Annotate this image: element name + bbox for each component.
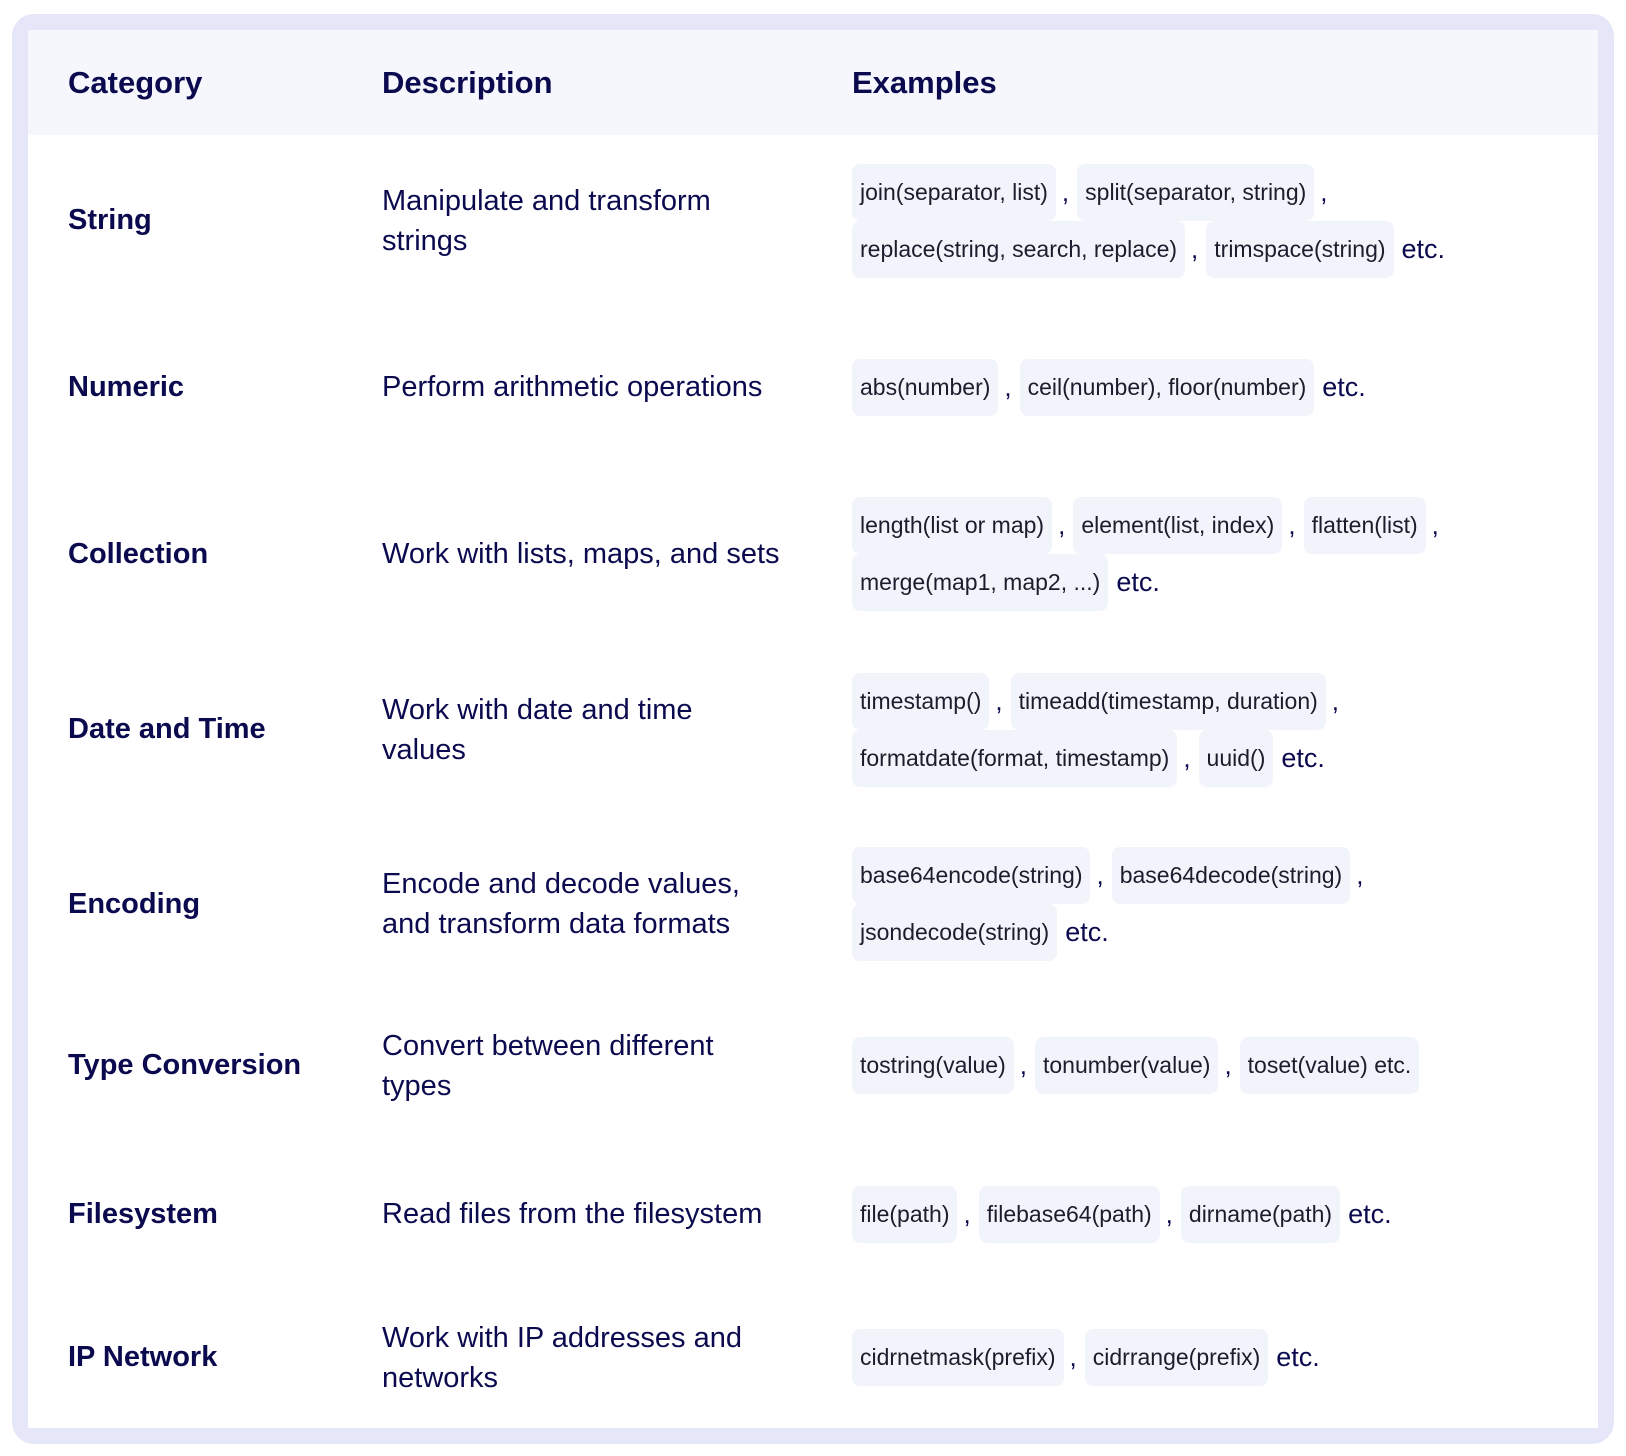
code-chip: base64encode(string) <box>852 847 1090 904</box>
examples-cell <box>852 1329 1542 1386</box>
etc-label: etc. <box>1276 1342 1320 1372</box>
table-row <box>28 135 1598 306</box>
examples-cell <box>852 1186 1542 1243</box>
examples-cell <box>852 847 1542 961</box>
table-row <box>28 1142 1598 1286</box>
example-item <box>979 1186 1181 1243</box>
etc-label: etc. <box>1348 1198 1392 1229</box>
comma-separator: , <box>1069 1342 1077 1372</box>
comma-separator: , <box>1058 510 1066 540</box>
comma-separator: , <box>1191 233 1199 264</box>
functions-table <box>28 30 1598 1428</box>
code-chip: toset(value) etc. <box>1240 1037 1420 1094</box>
examples-cell <box>852 1037 1542 1094</box>
table-row <box>28 640 1598 819</box>
comma-separator: , <box>1004 371 1012 402</box>
code-chip: cidrnetmask(prefix) <box>852 1329 1064 1386</box>
description-cell: Encode and decode values, and transform data formats <box>382 868 740 940</box>
category-cell: Date and Time <box>68 713 266 745</box>
description-cell: Convert between different types <box>382 1029 714 1102</box>
examples-cell <box>852 359 1542 416</box>
example-item <box>1035 1037 1240 1094</box>
description-cell: Work with lists, maps, and sets <box>382 538 780 570</box>
example-item <box>852 1329 1085 1386</box>
code-chip: tonumber(value) <box>1035 1037 1218 1094</box>
example-item <box>852 1037 1035 1094</box>
header-examples: Examples <box>852 64 997 100</box>
examples-cell <box>852 497 1542 611</box>
code-chip: uuid() <box>1199 730 1274 787</box>
example-item <box>1020 359 1366 416</box>
comma-separator: , <box>1183 742 1191 773</box>
example-item <box>1240 1037 1420 1094</box>
code-chip: merge(map1, map2, ...) <box>852 554 1108 611</box>
example-item <box>852 554 1160 611</box>
description-cell: Manipulate and transform strings <box>382 184 711 257</box>
code-chip: jsondecode(string) <box>852 904 1057 961</box>
example-item <box>1085 1329 1320 1386</box>
comma-separator: , <box>1431 510 1439 540</box>
table-body <box>28 135 1598 1429</box>
code-chip: trimspace(string) <box>1206 221 1393 278</box>
example-item <box>852 497 1073 554</box>
comma-separator: , <box>1331 685 1339 716</box>
header-description: Description <box>382 64 553 100</box>
table-row <box>28 306 1598 468</box>
etc-label: etc. <box>1401 233 1446 264</box>
example-item <box>852 673 1011 730</box>
example-item <box>852 1186 979 1243</box>
description-cell: Work with date and time values <box>382 693 693 766</box>
example-item <box>1206 221 1445 278</box>
code-chip: flatten(list) <box>1304 497 1426 554</box>
example-item <box>1304 497 1447 554</box>
example-item <box>852 359 1020 416</box>
code-chip: replace(string, search, replace) <box>852 221 1185 278</box>
example-item <box>1073 497 1303 554</box>
example-item <box>852 847 1112 904</box>
example-item <box>852 221 1206 278</box>
description-cell: Work with IP addresses and networks <box>382 1321 742 1394</box>
code-chip: dirname(path) <box>1181 1186 1340 1243</box>
header-category: Category <box>68 64 203 100</box>
example-item <box>1181 1186 1392 1243</box>
code-chip: element(list, index) <box>1073 497 1282 554</box>
example-item <box>852 904 1109 961</box>
comma-separator: , <box>963 1198 971 1229</box>
comma-separator: , <box>1165 1198 1173 1229</box>
table-row <box>28 819 1598 989</box>
table-row <box>28 468 1598 640</box>
comma-separator: , <box>1224 1050 1232 1080</box>
code-chip: ceil(number), floor(number) <box>1020 359 1315 416</box>
category-cell: Numeric <box>68 370 185 403</box>
examples-cell <box>852 164 1542 278</box>
table-frame <box>12 14 1614 1444</box>
code-chip: abs(number) <box>852 359 998 416</box>
comma-separator: , <box>1061 176 1070 207</box>
code-chip: timeadd(timestamp, duration) <box>1011 673 1326 730</box>
category-cell: IP Network <box>68 1341 218 1373</box>
comma-separator: , <box>995 685 1003 716</box>
example-item <box>852 730 1199 787</box>
code-chip: tostring(value) <box>852 1037 1014 1094</box>
description-cell: Perform arithmetic operations <box>382 371 763 403</box>
example-item <box>852 164 1077 221</box>
code-chip: file(path) <box>852 1186 957 1243</box>
etc-label: etc. <box>1116 567 1160 597</box>
code-chip: base64decode(string) <box>1112 847 1350 904</box>
category-cell: Encoding <box>68 887 201 920</box>
table-row <box>28 989 1598 1142</box>
comma-separator: , <box>1096 860 1104 890</box>
code-chip: join(separator, list) <box>852 164 1056 221</box>
comma-separator: , <box>1288 510 1296 540</box>
example-item <box>1077 164 1335 221</box>
etc-label: etc. <box>1065 917 1109 947</box>
category-cell: Collection <box>68 537 209 570</box>
code-chip: formatdate(format, timestamp) <box>852 730 1177 787</box>
comma-separator: , <box>1320 176 1328 207</box>
example-item <box>1011 673 1347 730</box>
code-chip: filebase64(path) <box>979 1186 1160 1243</box>
category-cell: Filesystem <box>68 1197 218 1230</box>
table-row <box>28 1286 1598 1429</box>
code-chip: split(separator, string) <box>1077 164 1314 221</box>
example-item <box>1112 847 1372 904</box>
etc-label: etc. <box>1281 742 1325 773</box>
comma-separator: , <box>1356 860 1364 890</box>
code-chip: cidrrange(prefix) <box>1085 1329 1268 1386</box>
code-chip: timestamp() <box>852 673 989 730</box>
category-cell: String <box>68 204 152 236</box>
etc-label: etc. <box>1322 371 1366 402</box>
examples-cell <box>852 673 1542 787</box>
description-cell: Read files from the filesystem <box>382 1198 763 1230</box>
comma-separator: , <box>1019 1050 1027 1080</box>
table-header <box>28 30 1598 135</box>
category-cell: Type Conversion <box>68 1049 302 1081</box>
example-item <box>1199 730 1325 787</box>
code-chip: length(list or map) <box>852 497 1052 554</box>
